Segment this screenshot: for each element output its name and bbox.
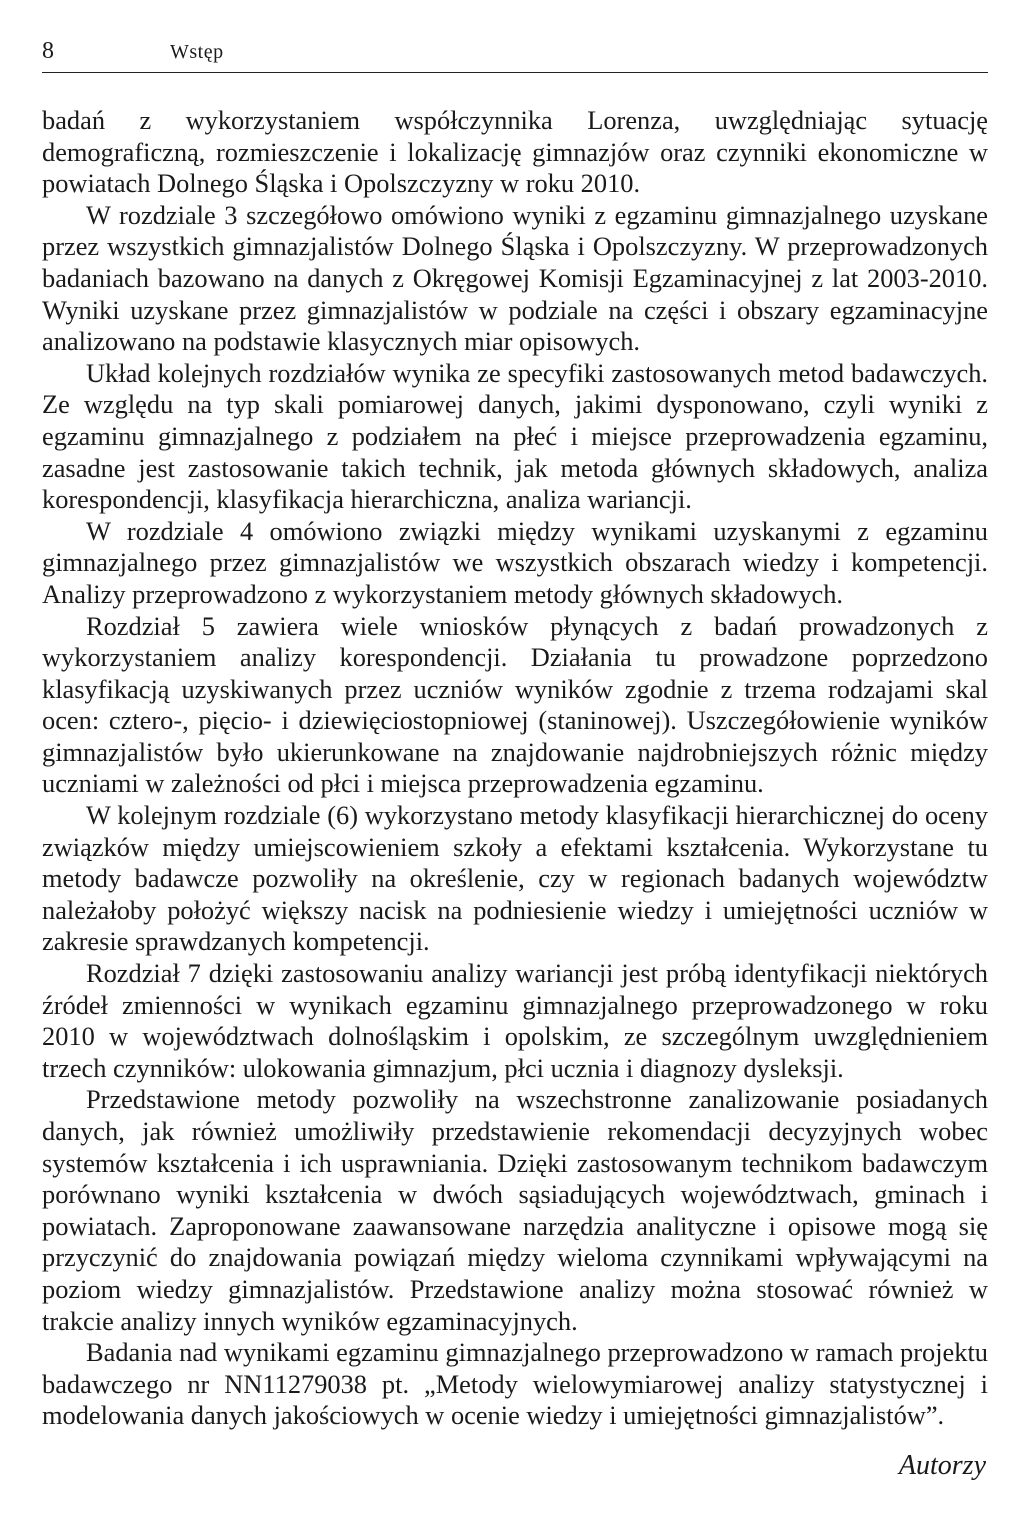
body-text bbox=[42, 105, 988, 1432]
paragraph-project-info: Badania nad wynikami egzaminu gimnazjalnego przeprowadzono w ramach projektu badawczego nr NN11279038 pt. „Metody wielowymiarowej analizy statystycznej i modelowania danych jakościowych w ocenie wiedzy i umiejętności gimnazjalistów”. bbox=[42, 1337, 988, 1431]
paragraph-chapter-5: Rozdział 5 zawiera wiele wniosków płynących z badań prowadzonych z wykorzystaniem analizy korespondencji. Działania tu prowadzone poprzedzono klasyfikacją uzyskiwanych przez uczniów wyników zgodnie z trzema rodzajami skal ocen: cztero-, pięcio- i dziewięciostopniowej (staninowej). Uszczegółowienie wyników gimnazjalistów było ukierunkowane na znajdowanie najdrobniejszych różnic między uczniami w zależności od płci i miejsca przeprowadzenia egzaminu. bbox=[42, 610, 988, 799]
chapter-title: Wstęp bbox=[170, 41, 224, 63]
paragraph-chapter-6: W kolejnym rozdziale (6) wykorzystano metody klasyfikacji hierarchicznej do oceny związków między umiejscowieniem szkoły a efektami kształcenia. Wykorzystane tu metody badawcze pozwoliły na określenie, czy w regionach badanych województw należałoby położyć większy nacisk na podniesienie wiedzy i umiejętności uczniów w zakresie sprawdzanych kompetencji. bbox=[42, 800, 988, 957]
paragraph-methods-summary: Przedstawione metody pozwoliły na wszechstronne zanalizowanie posiadanych danych, jak również umożliwiły przedstawienie rekomendacji decyzyjnych wobec systemów kształcenia i ich usprawniania. Dzięki zastosowanym technikom badawczym porównano wyniki kształcenia w dwóch sąsiadujących województwach, gminach i powiatach. Zaproponowane zaawansowane narzędzia analityczne i opisowe mogą się przyczynić do znajdowania powiązań między wieloma czynnikami wpływającymi na poziom wiedzy gimnazjalistów. Przedstawione analizy można stosować również w trakcie analizy innych wyników egzaminacyjnych. bbox=[42, 1084, 988, 1336]
paragraph-chapter-order: Układ kolejnych rozdziałów wynika ze specyfiki zastosowanych metod badawczych. Ze względu na typ skali pomiarowej danych, jakimi dysponowano, czyli wyniki z egzaminu gimnazjalnego z podziałem na płeć i miejsce przeprowadzenia egzaminu, zasadne jest zastosowanie takich technik, jak metoda głównych składowych, analiza korespondencji, klasyfikacja hierarchiczna, analiza wariancji. bbox=[42, 357, 988, 515]
paragraph-continuation: badań z wykorzystaniem współczynnika Lorenza, uwzględniając sytuację demograficzną, rozmieszczenie i lokalizację gimnazjów oraz czynniki ekonomiczne w powiatach Dolnego Śląska i Opolszczyzny w roku 2010. bbox=[42, 105, 988, 199]
paragraph-chapter-4: W rozdziale 4 omówiono związki między wynikami uzyskanymi z egzaminu gimnazjalnego przez gimnazjalistów we wszystkich obszarach wiedzy i kompetencji. Analizy przeprowadzono z wykorzystaniem metody głównych składowych. bbox=[42, 515, 988, 609]
paragraph-chapter-7: Rozdział 7 dzięki zastosowaniu analizy wariancji jest próbą identyfikacji niektórych źródeł zmienności w wynikach egzaminu gimnazjalnego przeprowadzonego w roku 2010 w województwach dolnośląskim i opolskim, ze szczególnym uwzględnieniem trzech czynników: ulokowania gimnazjum, płci ucznia i diagnozy dysleksji. bbox=[42, 958, 988, 1083]
document-page bbox=[42, 38, 988, 1482]
paragraph-chapter-3: W rozdziale 3 szczegółowo omówiono wyniki z egzaminu gimnazjalnego uzyskane przez wszystkich gimnazjalistów Dolnego Śląska i Opolszczyzny. W przeprowadzonych badaniach bazowano na danych z Okręgowej Komisji Egzaminacyjnej z lat 2003-2010. Wyniki uzyskane przez gimnazjalistów w podziale na części i obszary egzaminacyjne analizowano na podstawie klasycznych miar opisowych. bbox=[42, 199, 988, 357]
page-number: 8 bbox=[42, 38, 54, 64]
authors-signature: Autorzy bbox=[898, 1449, 986, 1481]
running-header bbox=[42, 38, 988, 73]
